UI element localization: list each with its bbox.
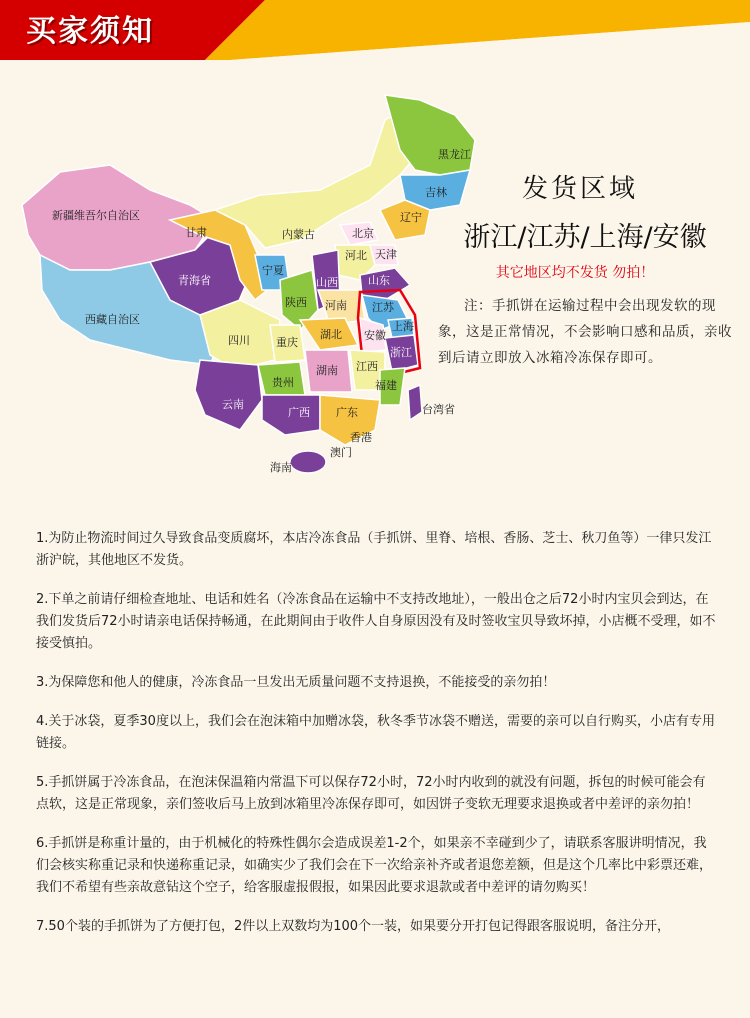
label-sichuan: 四川: [228, 334, 250, 347]
shipping-areas: 浙江/江苏/上海/安徽: [463, 222, 707, 253]
rule-item: 6.手抓饼是称重计量的，由于机械化的特殊性偶尔会造成误差1-2个，如果亲不幸碰到少了，请联系客服讲明情况，我们会核实称重记录和快递称重记录，如确实少了我们会在下一次给亲补齐或者退您差额，但是这个几率比中彩票还难，我们不希望有些亲故意钻这个空子，给客服虚报假报，如果因此要求退款或者中差评的请勿购买！: [36, 836, 713, 895]
label-jilin: 吉林: [425, 186, 447, 199]
map-svg: [0, 70, 750, 510]
label-zhejiang: 浙江: [390, 346, 412, 359]
header-banner: [0, 0, 750, 60]
label-hubei: 湖北: [320, 328, 342, 341]
label-xianggang: 香港: [350, 431, 372, 444]
label-beijing: 北京: [352, 227, 374, 240]
label-aomen: 澳门: [330, 446, 352, 459]
shipping-note: 注：手抓饼在运输过程中会出现发软的现象，这是正常情况，不会影响口感和品质，亲收到后请立即放入冰箱冷冻保存即可。: [438, 298, 732, 366]
label-heilongjiang: 黑龙江: [438, 148, 471, 161]
rule-item: 3.为保障您和他人的健康，冷冻食品一旦发出无质量问题不支持退换，不能接受的亲勿拍！: [36, 675, 556, 690]
province-yunnan: [195, 360, 262, 430]
province-taiwan: [408, 385, 422, 420]
rule-item: 1.为防止物流时间过久导致食品变质腐坏，本店冷冻食品（手抓饼、里脊、培根、香肠、芝士、秋刀鱼等）一律只发江浙沪皖，其他地区不发货。: [36, 531, 712, 568]
rule-item: 5.手抓饼属于冷冻食品，在泡沫保温箱内常温下可以保存72小时，72小时内收到的就没有问题，拆包的时候可能会有点软，这是正常现象，亲们签收后马上放到冰箱里冷冻保存即可，如因饼子变软无理要求退换或者中差评的亲勿拍！: [36, 775, 706, 812]
label-ningxia: 宁夏: [262, 264, 284, 277]
label-hebei: 河北: [345, 249, 367, 262]
rule-item: 4.关于冰袋，夏季30度以上，我们会在泡沫箱中加赠冰袋，秋冬季节冰袋不赠送，需要的亲可以自行购买，小店有专用链接。: [36, 714, 715, 751]
label-guizhou: 贵州: [272, 376, 294, 389]
page-title: 买家须知: [26, 14, 154, 49]
buyer-rules: [36, 528, 716, 955]
shipping-warning: 其它地区均不发货 勿拍！: [495, 265, 655, 281]
label-shanxi: 山西: [316, 276, 338, 289]
label-guangxi: 广西: [288, 406, 310, 419]
label-jiangsu: 江苏: [372, 301, 394, 314]
province-hainan: [290, 451, 326, 473]
label-neimenggu: 内蒙古: [282, 228, 315, 241]
label-shandong: 山东: [368, 274, 390, 287]
label-qinghai: 青海省: [178, 274, 211, 287]
shipping-title: 发货区域: [521, 174, 638, 204]
label-henan: 河南: [325, 299, 347, 312]
label-tianjin: 天津: [375, 248, 397, 261]
rule-item: 2.下单之前请仔细检查地址、电话和姓名（冷冻食品在运输中不支持改地址），一般出仓之后72小时内宝贝会到达，在我们发货后72小时请亲电话保持畅通，在此期间由于收件人自身原因没有及时签收宝贝导致坏掉，小店概不受理，如不接受慎拍。: [36, 592, 716, 651]
label-gansu: 甘肃: [185, 226, 207, 239]
label-shanghai: 上海: [392, 320, 414, 333]
label-jiangxi: 江西: [356, 360, 378, 373]
label-hainan: 海南: [270, 461, 292, 474]
label-guangdong: 广东: [336, 406, 358, 419]
label-xinjiang: 新疆维吾尔自治区: [52, 209, 140, 222]
label-yunnan: 云南: [222, 398, 244, 411]
label-anhui: 安徽: [364, 329, 386, 342]
label-liaoning: 辽宁: [400, 211, 422, 224]
label-shaanxi: 陕西: [285, 296, 307, 309]
china-map: [0, 70, 750, 510]
label-xizang: 西藏自治区: [85, 313, 140, 326]
label-taiwan: 台湾省: [422, 403, 455, 416]
label-hunan: 湖南: [316, 364, 338, 377]
label-fujian: 福建: [375, 379, 397, 392]
label-chongqing: 重庆: [276, 336, 298, 349]
rule-item: 7.50个装的手抓饼为了方便打包，2件以上双数均为100个一装，如果要分开打包记得跟客服说明，备注分开，: [36, 919, 671, 934]
